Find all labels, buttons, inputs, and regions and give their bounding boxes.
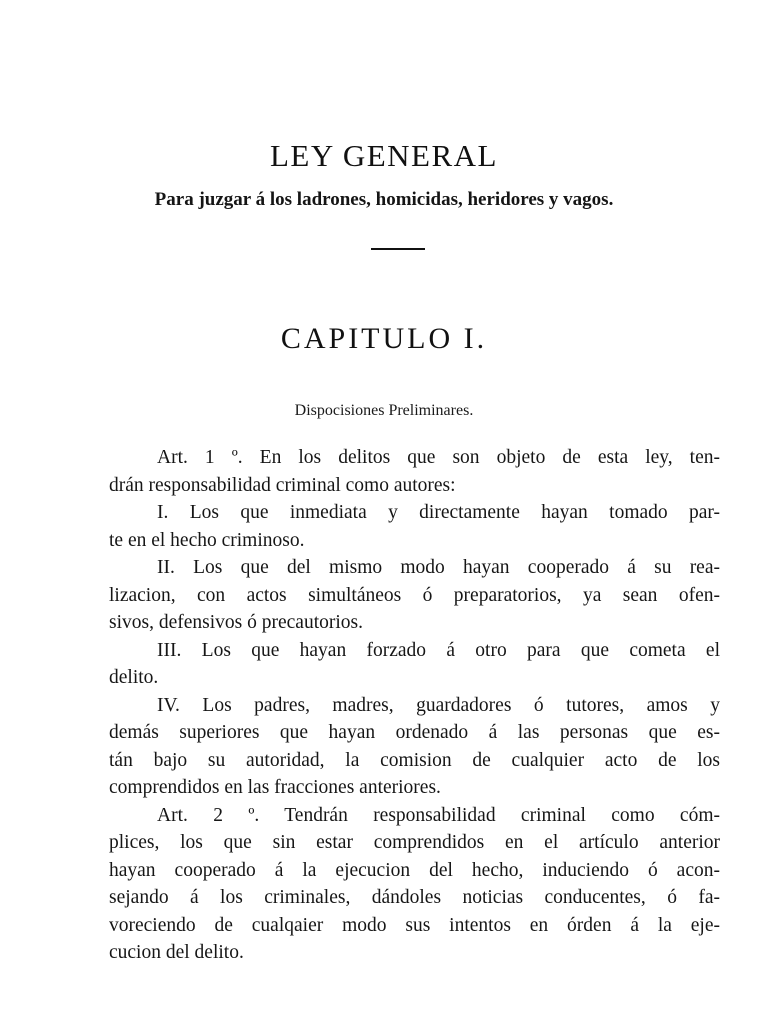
text-line: IV. Los padres, madres, guardadores ó tutores, amos y	[157, 694, 720, 716]
text-line: sejando á los criminales, dándoles noticias conducentes, ó fa-	[109, 887, 720, 908]
text-line: II. Los que del mismo modo hayan cooperado á su rea-	[157, 557, 720, 578]
text-line: Art. 1 º. En los delitos que son objeto de esta ley, ten-	[157, 447, 720, 468]
text-line: Art. 2 º. Tendrán responsabilidad criminal como cóm-	[157, 804, 720, 826]
text-line: I. Los que inmediata y directamente hayan tomado par-	[157, 502, 720, 523]
text-line: comprendidos en las fracciones anteriores.	[109, 777, 441, 798]
text-line: delito.	[109, 667, 159, 688]
text-line: tán bajo su autoridad, la comision de cualquier acto de los	[109, 749, 720, 771]
text-line: III. Los que hayan forzado á otro para que cometa el	[157, 639, 720, 661]
text-line: plices, los que sin estar comprendidos en el artículo anterior	[109, 832, 720, 853]
text-line: hayan cooperado á la ejecucion del hecho, induciendo ó acon-	[109, 859, 720, 881]
document-title: LEY GENERAL	[269, 138, 498, 173]
text-line: lizacion, con actos simultáneos ó preparatorios, ya sean ofen-	[109, 584, 720, 606]
text-line: sivos, defensivos ó precautorios.	[109, 612, 363, 633]
document-subtitle: Para juzgar á los ladrones, homicidas, heridores y vagos.	[154, 189, 614, 210]
section-heading: Dispocisiones Preliminares.	[294, 402, 474, 419]
title-divider	[371, 248, 425, 250]
text-line: cucion del delito.	[109, 942, 244, 963]
text-line: drán responsabilidad criminal como autores:	[109, 474, 456, 496]
text-line: demás superiores que hayan ordenado á las personas que es-	[109, 722, 720, 743]
body-text	[109, 444, 720, 967]
text-line: voreciendo de cualqaier modo sus intentos en órden á la eje-	[109, 914, 720, 936]
chapter-heading: CAPITULO I.	[280, 322, 488, 355]
text-line: te en el hecho criminoso.	[109, 529, 305, 551]
